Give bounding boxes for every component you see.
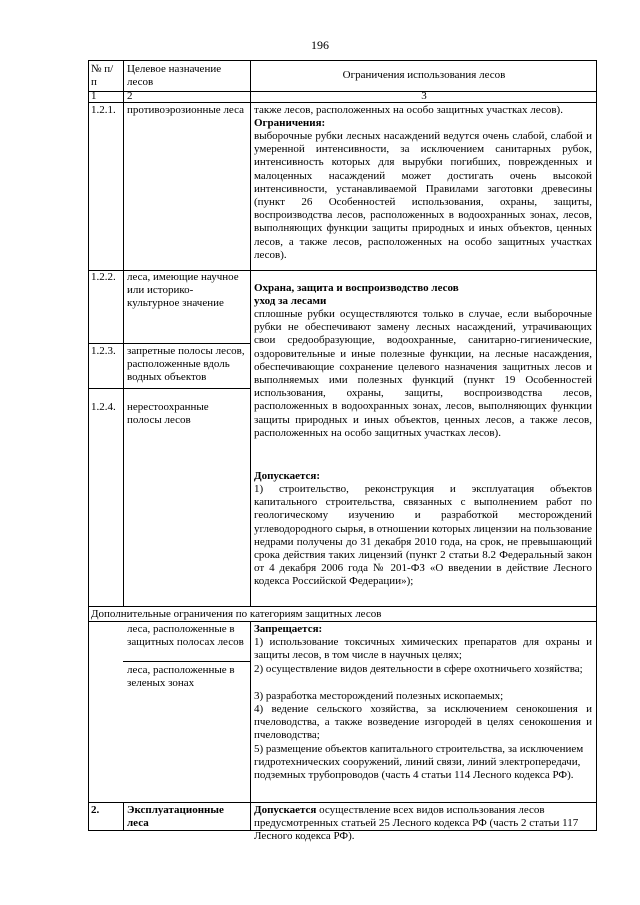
col-divider-1b [123,802,124,831]
col-divider-1 [123,60,124,606]
header-num-1: 1 [91,90,97,102]
prohibited-heading-label: Запрещается: [254,623,323,635]
header-purpose: Целевое назначение лесов [127,63,222,89]
additional-title: Дополнительные ограничения по категориям защитных лесов [91,608,382,620]
restrictions-heading [254,117,592,130]
header-restrictions: Ограничения использования лесов [342,69,506,81]
row-number: 1.2.2. [91,271,116,283]
exploitation-text [254,804,592,844]
page-number: 196 [311,38,329,52]
row-number: 1.2.1. [91,104,116,116]
protection-heading-label: Охрана, защита и воспроизводство лесов [254,282,459,294]
header-num-3: 3 [421,90,427,102]
allowed-text: 1) строительство, реконструкция и эксплуатация объектов капитального строительства, связанных с выполнением работ по геологическому изучению и разработкой месторождений углеводородного сырья, в отношении которых лицензии на пользование недрами получены до 31 декабря 2010 года, на срок, не превышающий срока действия таких лицензий (пункт 2 статьи 8.2 Федеральный закон от 4 декабря 2006 года № 201-ФЗ «О введении в действие Лесного кодекса Российской Федерации»); [254,483,592,588]
category-green-zones: леса, расположенные в зеленых зонах [127,664,235,690]
row-2-number: 2. [91,804,100,816]
prohibited-item-2: 2) осуществление видов деятельности в сфере охотничьего хозяйства; [254,663,583,675]
exploitation-text-body: осуществление всех видов использования лесов предусмотренных статьей 25 Лесного кодекса РФ (часть 2 статьи 117 Лесного кодекса РФ). [254,804,579,843]
prohibited-item-3: 3) разработка месторождений полезных ископаемых; [254,690,504,702]
row-2-purpose: Эксплуатационные леса [127,804,224,830]
row-number [91,804,99,817]
col-divider-2 [250,60,251,606]
header-num-2: 2 [127,90,133,102]
allowed-word: Допускается [254,804,317,816]
clearcut-text: сплошные рубки осуществляются только в случае, если выборочные рубки не обеспечивают замену лесных насаждений, утрачивающих свои средообразующие, водоохранные, санитарно-гигиенические, оздоровительные и иные полезные функции, на лесные насаждения, обеспечивающие сохранение целевого назначения защитных лесов и выполняемых ими полезных функций (пункт 19 Особенностей использования, охраны, защиты, воспроизводства лесов, расположенных в водоохранных зонах, лесов, выполняющих функции защиты природных и иных объектов, ценных лесов, а также лесов, расположенных на особо защитных участках лесов). [254,308,592,439]
row-line-6 [123,661,250,662]
row-line-4 [88,606,597,607]
row-purpose: противоэрозионные леса [127,104,244,116]
restrictions-table [88,60,597,843]
row-line-7 [88,802,597,803]
row-number: 1.2.3. [91,345,116,357]
prohibited-item-5: 5) размещение объектов капитального строительства, за исключением гидротехнических сооружений, линий связи, линий электропередачи, подземных трубопроводов (часть 4 статьи 114 Лесного кодекса РФ). [254,743,584,782]
category-protective-strips: леса, расположенные в защитных полосах лесов [127,623,244,649]
restrictions-text: выборочные рубки лесных насаждений ведутся очень слабой, слабой и умеренной интенсивности, за исключением санитарных рубок, интенсивность которых для вырубки погибших, поврежденных и малоценных насаждений может достигать очень высокой интенсивности, устанавливаемой Правилами заготовки древесины (пункт 26 Особенностей использования, охраны, защиты, воспроизводства лесов, расположенных в водоохранных зонах, лесов, выполняющих функции защиты природных и иных объектов, ценных лесов, а также лесов, расположенных на особо защитных участках лесов). [254,130,592,261]
row-purpose: нерестоохранные полосы лесов [127,401,209,427]
prohibited-item-1: 1) использование токсичных химических препаратов для охраны и защиты лесов, в том числе в научных целях; [254,636,592,662]
protection-heading [254,282,592,295]
prohibited-item-4: 4) ведение сельского хозяйства, за исключением сенокошения и пчеловодства, а также возведение изгородей в целях сенокошения и пчеловодства; [254,703,592,742]
header-number: № п/п [91,63,114,89]
allowed-heading [254,470,592,483]
restriction-continuation: также лесов, расположенных на особо защитных участках лесов). [254,104,563,116]
restrictions-heading-label: Ограничения: [254,117,326,129]
row-number: 1.2.4. [91,401,116,413]
row-line-2 [88,343,250,344]
row-purpose: запретные полосы лесов, расположенные вдоль водных объектов [127,345,245,384]
allowed-heading-label: Допускается: [254,470,321,482]
care-heading [254,295,592,308]
col-divider-2b [250,621,251,831]
row-purpose: леса, имеющие научное или историко-культурное значение [127,271,239,310]
prohibited-heading [254,623,592,636]
row-purpose [127,804,245,830]
care-heading-label: уход за лесами [254,295,327,307]
row-line-3 [88,388,250,389]
